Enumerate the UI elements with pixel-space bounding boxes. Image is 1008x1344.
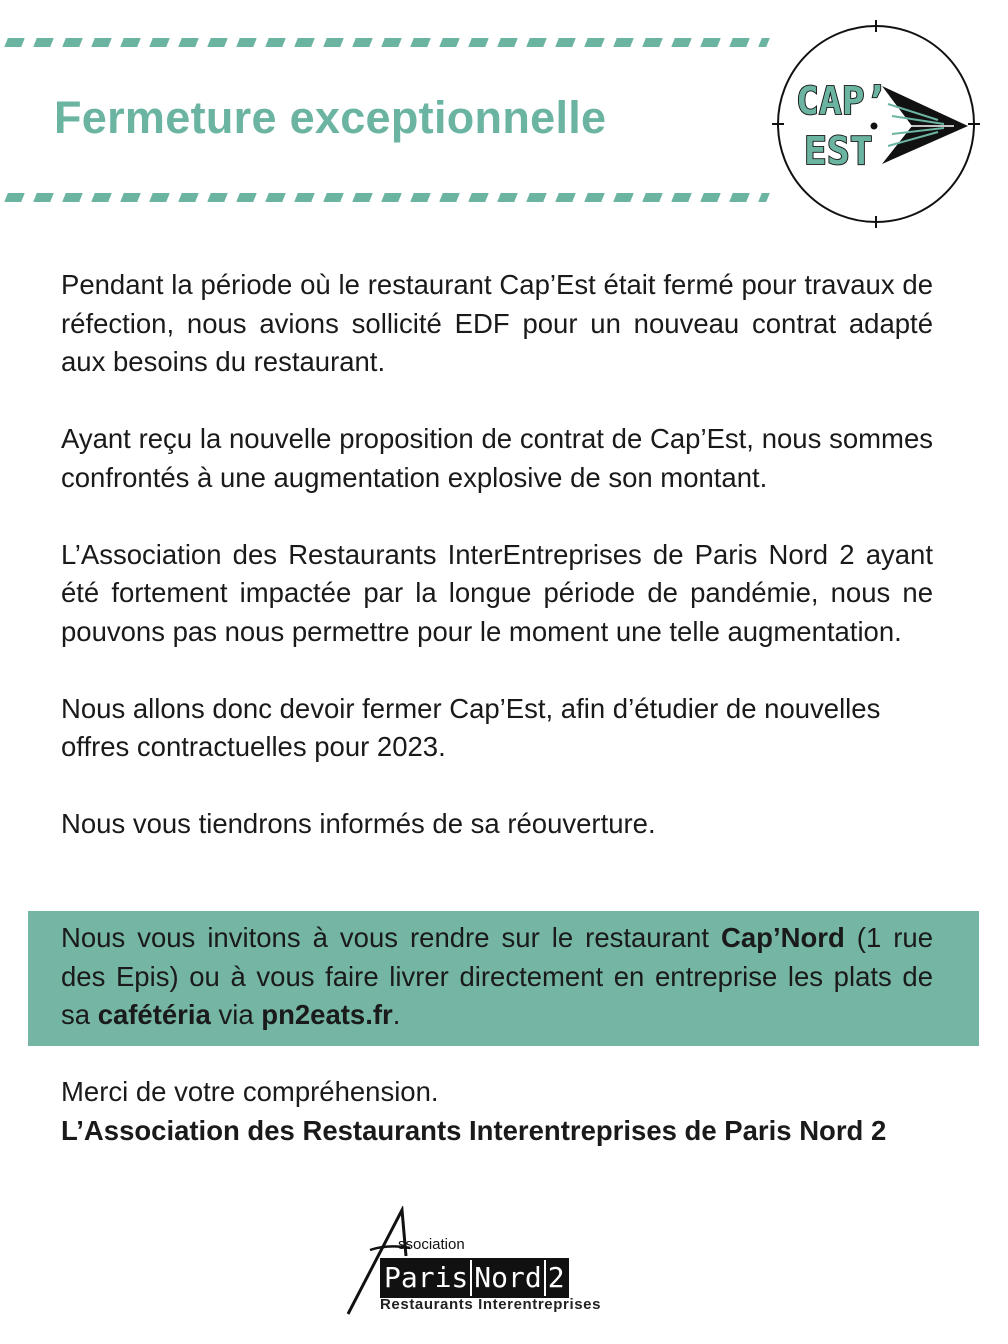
wordmark-2: 2	[547, 1261, 565, 1294]
wordmark-paris: Paris	[382, 1260, 472, 1296]
highlight-cafeteria: cafétéria	[97, 999, 211, 1030]
highlight-text	[61, 919, 933, 1035]
paragraph-2: Ayant reçu la nouvelle proposition de contrat de Cap’Est, nous sommes confrontés à une augmentation explosive de son montant.	[61, 423, 933, 493]
paragraph-1: Pendant la période où le restaurant Cap’Est était fermé pour travaux de réfection, nous avions sollicité EDF pour un nouveau contrat adapté aux besoins du restaurant.	[61, 269, 933, 377]
closing-block	[61, 1072, 961, 1150]
highlight-capnord: Cap’Nord	[721, 922, 845, 953]
highlight-text-2: (1 rue des Epis) ou à vous faire livrer directement en entreprise les plats de sa	[61, 922, 934, 1030]
main-content	[61, 266, 933, 882]
capest-logo-line2: EST	[804, 129, 873, 173]
capest-logo-line1: CAP’	[796, 79, 888, 123]
paragraph-3: L’Association des Restaurants InterEntreprises de Paris Nord 2 ayant été fortement impactée par la longue période de pandémie, nous ne pouvons pas nous permettre pour le moment une telle augmentation.	[61, 538, 933, 647]
signature-line: L’Association des Restaurants Interentreprises de Paris Nord 2	[61, 1115, 887, 1146]
highlight-pn2eats-link[interactable]: pn2eats.fr	[261, 999, 393, 1030]
paris-nord-2-wordmark	[380, 1258, 569, 1298]
thanks-line: Merci de votre compréhension.	[61, 1076, 439, 1107]
paragraph-5: Nous vous tiendrons informés de sa réouverture.	[61, 808, 656, 839]
logo-subtitle: Restaurants Interentreprises	[380, 1296, 602, 1313]
paris-nord-2-logo	[340, 1206, 640, 1321]
paragraph-4: Nous allons donc devoir fermer Cap’Est, afin d’étudier de nouvelles offres contractuelles pour 2023.	[61, 692, 881, 762]
dashed-divider-bottom	[4, 193, 770, 202]
highlight-text-3: via	[210, 999, 262, 1030]
highlight-text-1: Nous vous invitons à vous rendre sur le restaurant	[61, 922, 722, 953]
highlight-text-4: .	[392, 999, 401, 1030]
dashed-divider-top	[4, 38, 770, 47]
page-title: Fermeture exceptionnelle	[54, 92, 607, 143]
capest-logo	[768, 16, 984, 232]
association-label: ssociation	[398, 1236, 465, 1253]
wordmark-nord: Nord	[472, 1260, 545, 1296]
